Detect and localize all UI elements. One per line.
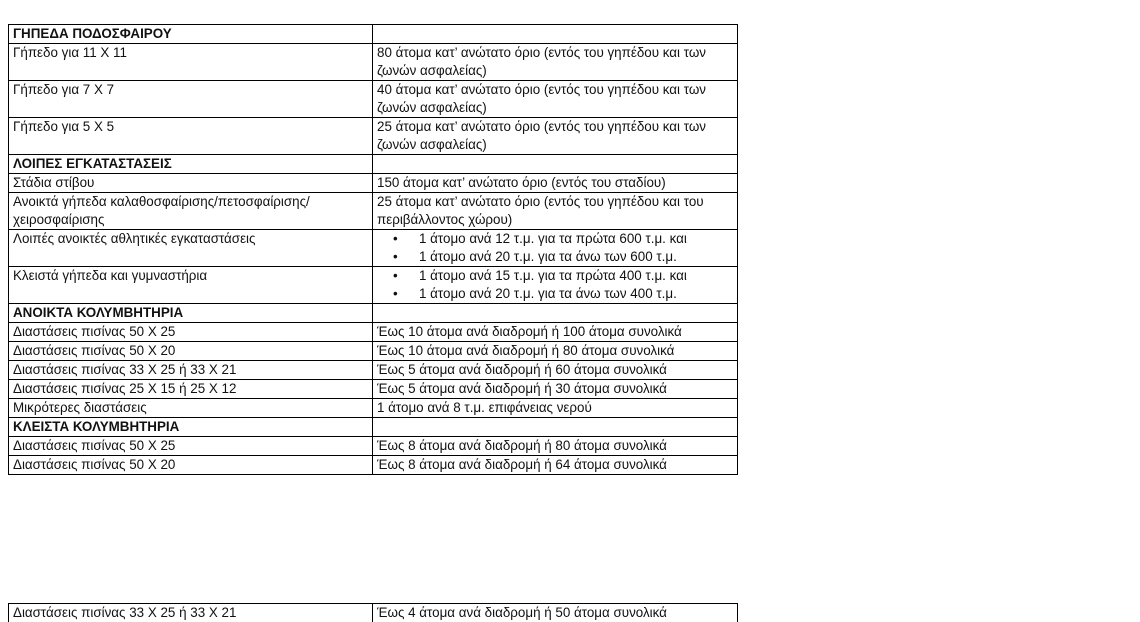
facility-cell: Λοιπές ανοικτές αθλητικές εγκαταστάσεις — [9, 230, 373, 267]
capacity-cell — [373, 304, 738, 323]
capacity-table-body — [9, 25, 738, 475]
section-header-row — [9, 25, 738, 44]
facility-cell: Διαστάσεις πισίνας 50 Χ 25 — [9, 437, 373, 456]
section-title: ΑΝΟΙΚΤΑ ΚΟΛΥΜΒΗΤΗΡΙΑ — [9, 304, 373, 323]
capacity-cell: Έως 5 άτομα ανά διαδρομή ή 30 άτομα συνολικά — [373, 380, 738, 399]
facility-cell: Διαστάσεις πισίνας 33 Χ 25 ή 33 Χ 21 — [9, 361, 373, 380]
capacity-cell — [373, 155, 738, 174]
capacity-cell: Έως 4 άτομα ανά διαδρομή ή 50 άτομα συνολικά — [373, 604, 738, 622]
facility-cell: Ανοικτά γήπεδα καλαθοσφαίρισης/πετοσφαίρισης/χειροσφαίρισης — [9, 193, 373, 230]
capacity-table — [8, 24, 738, 475]
capacity-cell: Έως 10 άτομα ανά διαδρομή ή 100 άτομα συνολικά — [373, 323, 738, 342]
capacity-bullet-item: • 1 άτομο ανά 20 τ.μ. για τα άνω των 400 τ.μ. — [419, 285, 733, 303]
section-title: ΚΛΕΙΣΤΑ ΚΟΛΥΜΒΗΤΗΡΙΑ — [9, 418, 373, 437]
table-row — [9, 456, 738, 475]
capacity-bullet-list — [377, 267, 733, 303]
table-row — [9, 399, 738, 418]
capacity-bullet-item: • 1 άτομο ανά 12 τ.μ. για τα πρώτα 600 τ.μ. και — [419, 230, 733, 248]
capacity-cell — [373, 25, 738, 44]
facility-cell: Διαστάσεις πισίνας 25 Χ 15 ή 25 Χ 12 — [9, 380, 373, 399]
capacity-cell: Έως 8 άτομα ανά διαδρομή ή 64 άτομα συνολικά — [373, 456, 738, 475]
capacity-cell: 150 άτομα κατ’ ανώτατο όριο (εντός του σταδίου) — [373, 174, 738, 193]
capacity-table-next-page — [8, 603, 738, 622]
section-title: ΓΗΠΕΔΑ ΠΟΔΟΣΦΑΙΡΟΥ — [9, 25, 373, 44]
facility-cell: Γήπεδο για 7 Χ 7 — [9, 81, 373, 118]
table-row — [9, 118, 738, 155]
capacity-bullet-list — [377, 230, 733, 266]
capacity-cell — [373, 267, 738, 304]
capacity-cell: 1 άτομο ανά 8 τ.μ. επιφάνειας νερού — [373, 399, 738, 418]
table-row — [9, 174, 738, 193]
facility-cell: Κλειστά γήπεδα και γυμναστήρια — [9, 267, 373, 304]
facility-cell: Γήπεδο για 5 Χ 5 — [9, 118, 373, 155]
table-row — [9, 44, 738, 81]
table-row — [9, 604, 738, 622]
facility-cell: Διαστάσεις πισίνας 33 Χ 25 ή 33 Χ 21 — [9, 604, 373, 622]
table-row — [9, 361, 738, 380]
capacity-cell: 40 άτομα κατ’ ανώτατο όριο (εντός του γηπέδου και των ζωνών ασφαλείας) — [373, 81, 738, 118]
table-row — [9, 323, 738, 342]
capacity-cell: 80 άτομα κατ’ ανώτατο όριο (εντός του γηπέδου και των ζωνών ασφαλείας) — [373, 44, 738, 81]
capacity-cell — [373, 418, 738, 437]
capacity-bullet-item: • 1 άτομο ανά 20 τ.μ. για τα άνω των 600 τ.μ. — [419, 248, 733, 266]
section-header-row — [9, 155, 738, 174]
capacity-cell: Έως 10 άτομα ανά διαδρομή ή 80 άτομα συνολικά — [373, 342, 738, 361]
section-title: ΛΟΙΠΕΣ ΕΓΚΑΤΑΣΤΑΣΕΙΣ — [9, 155, 373, 174]
facility-cell: Διαστάσεις πισίνας 50 Χ 20 — [9, 342, 373, 361]
capacity-bullet-item: • 1 άτομο ανά 15 τ.μ. για τα πρώτα 400 τ.μ. και — [419, 267, 733, 285]
facility-cell: Γήπεδο για 11 Χ 11 — [9, 44, 373, 81]
section-header-row — [9, 304, 738, 323]
table-row — [9, 380, 738, 399]
table-row — [9, 437, 738, 456]
facility-cell: Στάδια στίβου — [9, 174, 373, 193]
capacity-cell: 25 άτομα κατ’ ανώτατο όριο (εντός του γηπέδου και του περιβάλλοντος χώρου) — [373, 193, 738, 230]
facility-cell: Διαστάσεις πισίνας 50 Χ 20 — [9, 456, 373, 475]
facility-cell: Μικρότερες διαστάσεις — [9, 399, 373, 418]
capacity-cell — [373, 230, 738, 267]
capacity-cell: 25 άτομα κατ’ ανώτατο όριο (εντός του γηπέδου και των ζωνών ασφαλείας) — [373, 118, 738, 155]
table-row — [9, 230, 738, 267]
table-row — [9, 193, 738, 230]
capacity-table-continued — [8, 603, 738, 622]
capacity-cell: Έως 8 άτομα ανά διαδρομή ή 80 άτομα συνολικά — [373, 437, 738, 456]
capacity-cell: Έως 5 άτομα ανά διαδρομή ή 60 άτομα συνολικά — [373, 361, 738, 380]
capacity-document — [8, 24, 738, 475]
table-row — [9, 81, 738, 118]
facility-cell: Διαστάσεις πισίνας 50 Χ 25 — [9, 323, 373, 342]
table-row — [9, 342, 738, 361]
table-row — [9, 267, 738, 304]
section-header-row — [9, 418, 738, 437]
